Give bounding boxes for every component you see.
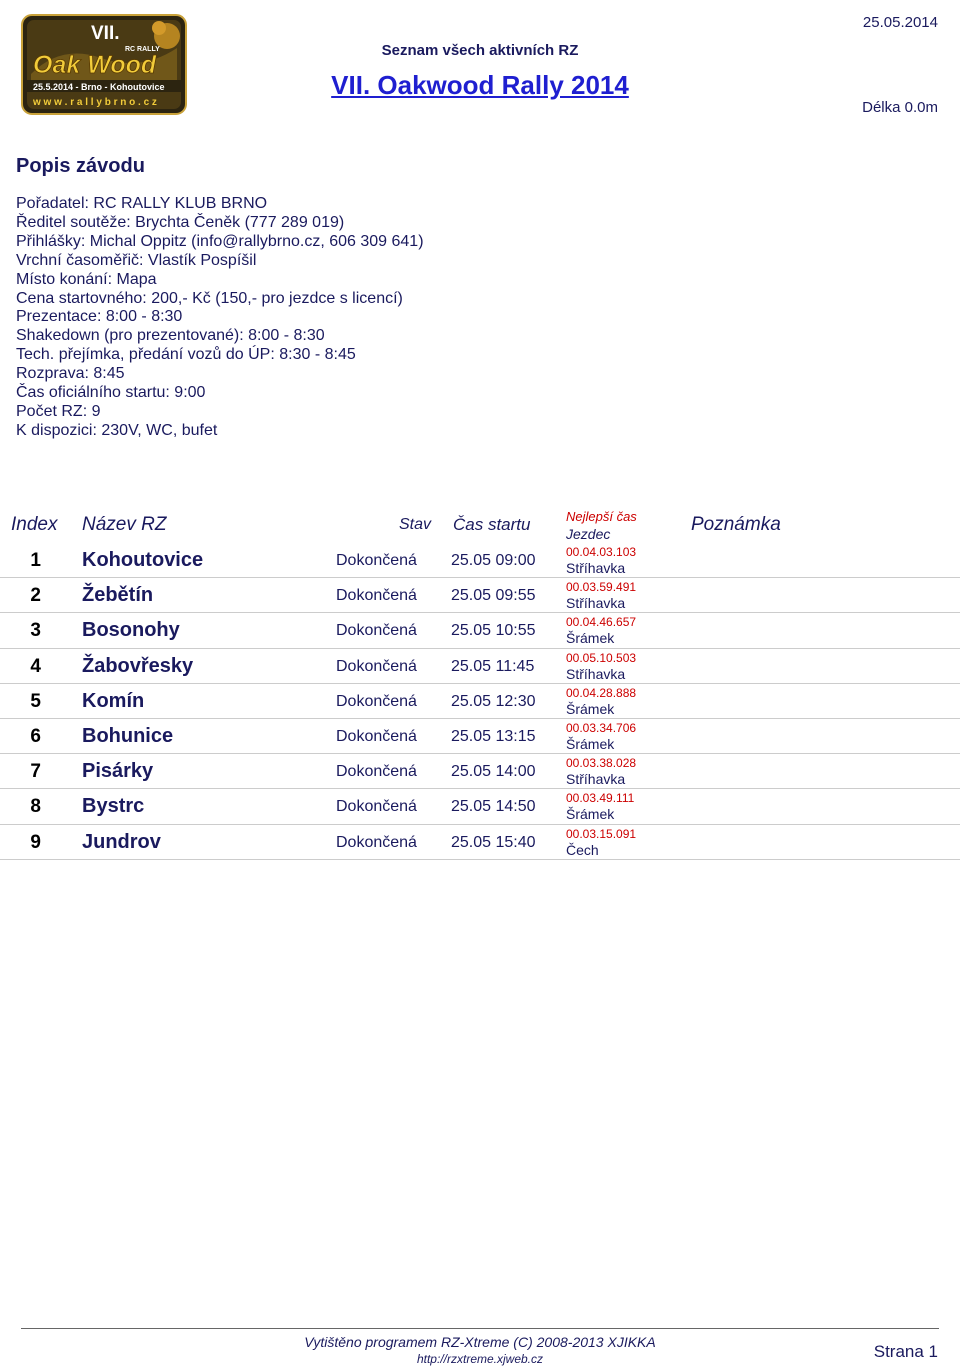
logo-roman-text: VII. — [91, 23, 120, 44]
page-number: Strana 1 — [873, 1342, 938, 1361]
stage-best-time: 00.03.34.706 — [566, 720, 637, 735]
info-facilities: K dispozici: 230V, WC, bufet — [16, 421, 218, 439]
stage-index: 7 — [30, 761, 41, 783]
stage-best-driver: Šrámek — [566, 630, 615, 647]
table-row — [0, 684, 960, 719]
info-briefing: Rozprava: 8:45 — [16, 365, 125, 383]
stage-best-driver: Stříhavka — [566, 771, 626, 788]
table-row — [0, 789, 960, 824]
table-row — [0, 543, 960, 578]
race-info-list — [16, 195, 716, 441]
stage-name: Jundrov — [82, 830, 161, 853]
info-scrutineering: Tech. přejímka, předání vozů do ÚP: 8:30 - 8:45 — [16, 346, 356, 364]
stage-state: Dokončená — [336, 763, 417, 781]
list-title: Seznam všech aktivních RZ — [381, 42, 579, 59]
stage-start: 25.05 13:15 — [451, 727, 536, 745]
info-director: Ředitel soutěže: Brychta Čeněk (777 289 019) — [16, 213, 345, 231]
stage-best-time: 00.04.46.657 — [566, 615, 637, 630]
column-header-driver: Jezdec — [566, 526, 611, 542]
stage-best-driver: Stříhavka — [566, 560, 626, 576]
stage-start: 25.05 10:55 — [451, 622, 536, 640]
info-shakedown: Shakedown (pro prezentované): 8:00 - 8:30 — [16, 327, 325, 345]
stage-index: 5 — [30, 690, 41, 712]
stage-best-time: 00.03.59.491 — [566, 580, 637, 595]
stage-start: 25.05 14:50 — [451, 798, 536, 816]
stage-state: Dokončená — [336, 622, 417, 640]
stage-state: Dokončená — [336, 798, 417, 816]
column-header-note: Poznámka — [691, 514, 781, 535]
rally-title: VII. Oakwood Rally 2014 — [331, 70, 629, 100]
stage-name: Bosonohy — [82, 619, 180, 642]
table-row — [0, 613, 960, 648]
print-date: 25.05.2014 — [862, 14, 938, 31]
stage-name: Kohoutovice — [82, 549, 204, 571]
stage-name: Komín — [82, 689, 145, 712]
info-timekeeper: Vrchní časoměřič: Vlastík Pospíšil — [16, 251, 257, 269]
info-stage-count: Počet RZ: 9 — [16, 402, 101, 420]
stage-index: 8 — [30, 796, 41, 818]
info-entries: Přihlášky: Michal Oppitz (info@rallybrno.cz, 606 309 641) — [16, 232, 424, 250]
stage-index: 9 — [30, 831, 41, 853]
column-header-best-time: Nejlepší čas — [566, 509, 637, 524]
stage-start: 25.05 09:55 — [451, 587, 536, 605]
stage-state: Dokončená — [336, 657, 417, 675]
stage-start: 25.05 12:30 — [451, 692, 536, 710]
stage-index: 3 — [30, 620, 41, 642]
info-venue: Místo konání: Mapa — [16, 270, 157, 288]
info-official-start: Čas oficiálního startu: 9:00 — [16, 384, 206, 402]
column-header-name: Název RZ — [82, 514, 167, 535]
table-row — [0, 754, 960, 789]
logo-name-text: Oak Wood — [33, 51, 157, 79]
logo-date-place-text: 25.5.2014 - Brno - Kohoutovice — [33, 82, 165, 92]
total-length: Délka 0.0m — [862, 99, 938, 116]
stage-best-time: 00.04.03.103 — [566, 545, 637, 559]
stage-state: Dokončená — [336, 587, 417, 605]
stage-start: 25.05 09:00 — [451, 552, 536, 569]
stage-index: 4 — [30, 655, 41, 677]
stage-best-driver: Šrámek — [566, 700, 615, 717]
stage-name: Bystrc — [82, 795, 145, 818]
table-row — [0, 649, 960, 684]
info-registration: Prezentace: 8:00 - 8:30 — [16, 308, 183, 326]
info-entry-fee: Cena startovného: 200,- Kč (150,- pro jezdce s licencí) — [16, 289, 403, 307]
table-row — [0, 825, 960, 860]
stage-index: 6 — [30, 725, 41, 747]
stage-best-time: 00.03.49.111 — [566, 791, 635, 806]
stage-state: Dokončená — [336, 833, 417, 851]
table-row — [0, 719, 960, 754]
stage-best-driver: Stříhavka — [566, 665, 626, 682]
footer-url: http://rzxtreme.xjweb.cz — [416, 1352, 544, 1366]
stage-best-driver: Čech — [566, 841, 599, 858]
stage-best-driver: Šrámek — [566, 735, 615, 752]
stage-best-time: 00.04.28.888 — [566, 685, 637, 700]
stage-start: 25.05 15:40 — [451, 833, 536, 851]
info-organizer: Pořadatel: RC RALLY KLUB BRNO — [16, 195, 268, 212]
stage-best-time: 00.03.38.028 — [566, 756, 637, 771]
stage-best-time: 00.03.15.091 — [566, 826, 637, 841]
footer-program-credit: Vytištěno programem RZ-Xtreme (C) 2008-2013 XJIKKA — [304, 1334, 656, 1350]
stage-best-driver: Šrámek — [566, 806, 615, 823]
column-header-state: Stav — [399, 516, 432, 533]
logo-web-text: w w w . r a l l y b r n o . c z — [33, 97, 157, 108]
column-header-start: Čas startu — [453, 515, 531, 534]
stage-best-driver: Stříhavka — [566, 595, 626, 612]
logo-club-text: RC RALLY — [125, 46, 160, 53]
column-header-index: Index — [11, 514, 58, 535]
stage-name: Žabovřesky — [82, 654, 194, 677]
stage-index: 2 — [30, 585, 41, 607]
footer-divider — [21, 1328, 939, 1329]
stage-state: Dokončená — [336, 727, 417, 745]
stage-best-time: 00.05.10.503 — [566, 650, 637, 665]
stage-index: 1 — [30, 550, 41, 571]
stage-start: 25.05 11:45 — [451, 657, 535, 675]
stage-name: Bohunice — [82, 724, 174, 747]
stage-state: Dokončená — [336, 692, 417, 710]
stage-name: Pisárky — [82, 760, 154, 783]
section-heading: Popis závodu — [16, 155, 145, 177]
stage-start: 25.05 14:00 — [451, 763, 536, 781]
table-row — [0, 578, 960, 613]
stage-state: Dokončená — [336, 552, 417, 569]
stage-table — [0, 543, 960, 860]
stage-name: Žebětín — [82, 584, 154, 607]
